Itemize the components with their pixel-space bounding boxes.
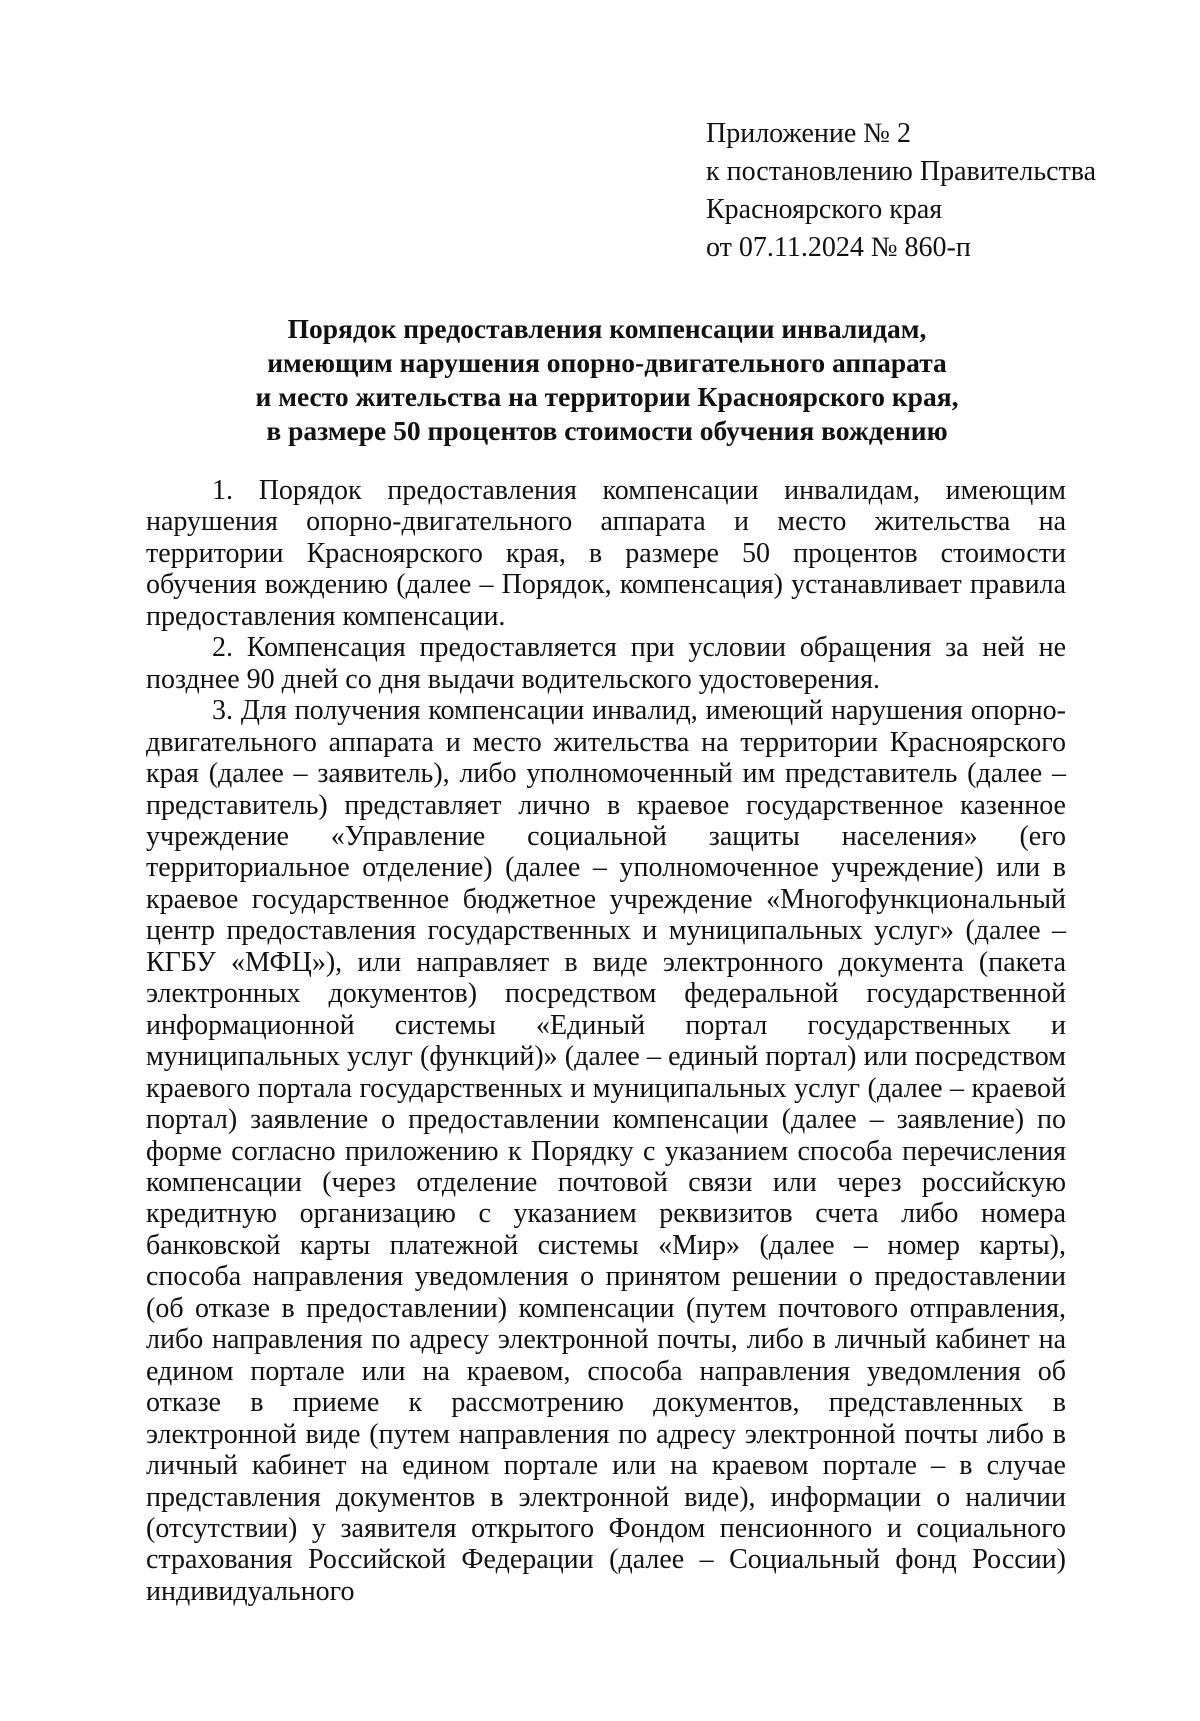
appendix-reference: к постановлению Правительства	[706, 156, 1097, 187]
paragraph-3: 3. Для получения компенсации инвалид, имеющий нарушения опорно-двигательного аппарата и место жительства на территории Красноярского края (далее – заявитель), либо уполномоченный им представитель (далее – представитель) представляет лично в краевое государственное казенное учреждение «Управление социальной защиты населения» (его территориальное отделение) (далее – уполномоченное учреждение) или в краевое государственное бюджетное учреждение «Многофункциональный центр предоставления государственных и муниципальных услуг» (далее – КГБУ «МФЦ»), или направляет в виде электронного документа (пакета электронных документов) посредством федеральной государственной информационной системы «Единый портал государственных и муниципальных услуг (функций)» (далее – единый портал) или посредством краевого портала государственных и муниципальных услуг (далее – краевой портал) заявление о предоставлении компенсации (далее – заявление) по форме согласно приложению к Порядку с указанием способа перечисления компенсации (через отделение почтовой связи или через российскую кредитную организацию с указанием реквизитов счета либо номера банковской карты платежной системы «Мир» (далее – номер карты), способа направления уведомления о принятом решении о предоставлении (об отказе в предоставлении) компенсации (путем почтового отправления, либо направления по адресу электронной почты, либо в личный кабинет на едином портале или на краевом, способа направления уведомления об отказе в приеме к рассмотрению документов, представленных в электронной виде (путем направления по адресу электронной почты либо в личный кабинет на едином портале или на краевом портале – в случае представления документов в электронной виде), информации о наличии (отсутствии) у заявителя открытого Фондом пенсионного и социального страхования Российской Федерации (далее – Социальный фонд России) индивидуального	[146, 695, 1066, 1607]
document-body	[146, 475, 1066, 1607]
title-line: Порядок предоставления компенсации инвалидам,	[287, 313, 927, 344]
title-line: и место жительства на территории Красноярского края,	[255, 381, 959, 412]
paragraph-1: 1. Порядок предоставления компенсации инвалидам, имеющим нарушения опорно-двигательного аппарата и место жительства на территории Красноярского края, в размере 50 процентов стоимости обучения вождению (далее – Порядок, компенсация) устанавливает правила предоставления компенсации.	[146, 475, 1066, 632]
title-line: в размере 50 процентов стоимости обучения вождению	[266, 415, 948, 446]
document-title	[146, 312, 1068, 448]
paragraph-2: 2. Компенсация предоставляется при условии обращения за ней не позднее 90 дней со дня выдачи водительского удостоверения.	[146, 632, 1066, 695]
appendix-header	[706, 115, 1146, 267]
appendix-region: Красноярского края	[706, 194, 943, 225]
appendix-number: Приложение № 2	[706, 118, 911, 149]
title-line: имеющим нарушения опорно-двигательного аппарата	[267, 347, 947, 378]
appendix-date: от 07.11.2024 № 860-п	[706, 232, 971, 263]
